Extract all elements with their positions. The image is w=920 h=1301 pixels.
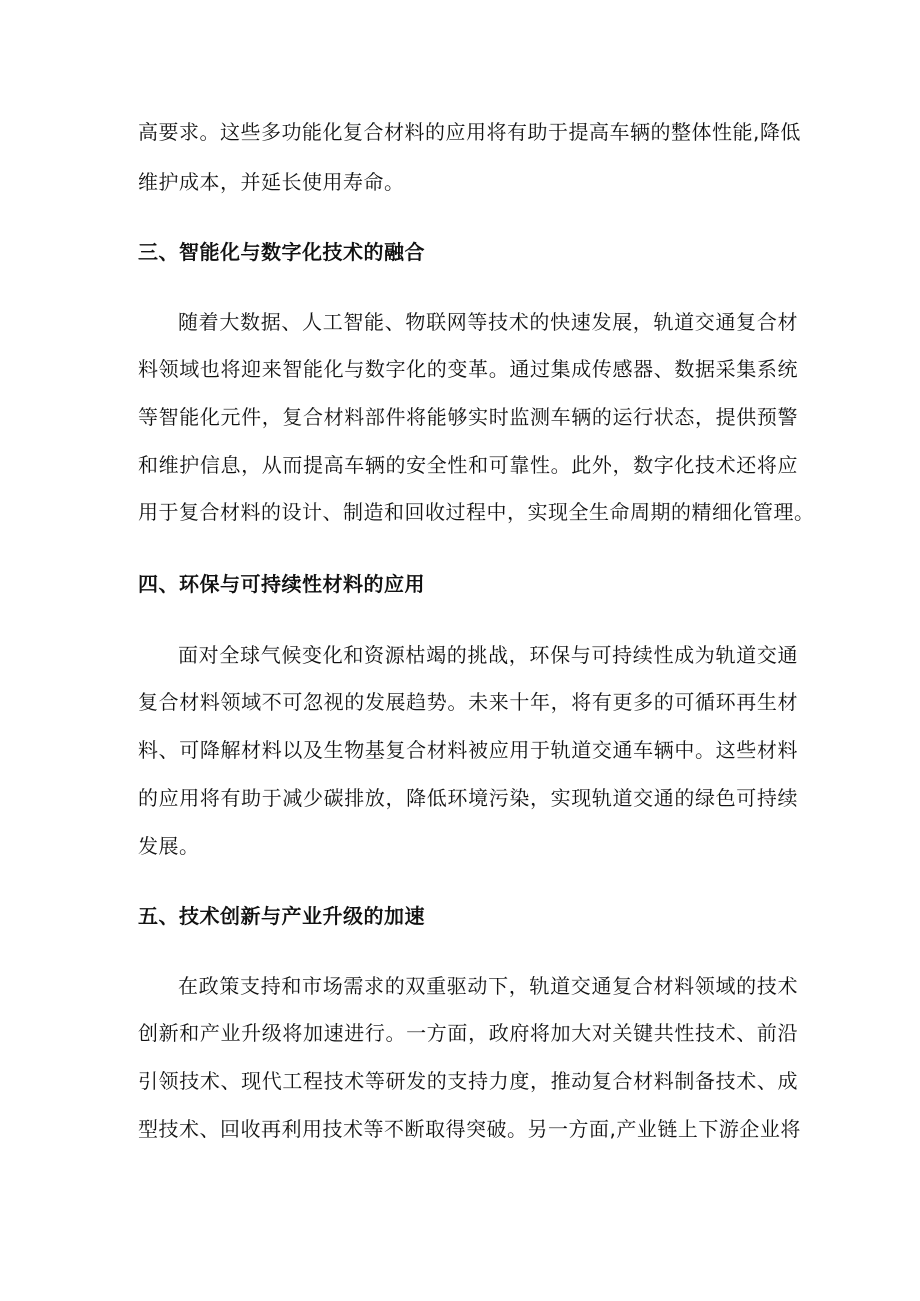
paragraph-line: 随着大数据、人工智能、物联网等技术的快速发展，轨道交通复合材 [178, 310, 798, 334]
paragraph-line: 型技术、回收再利用技术等不断取得突破。另一方面,产业链上下游企业将 [138, 1117, 801, 1141]
paragraph-line: 在政策支持和市场需求的双重驱动下，轨道交通复合材料领域的技术 [178, 974, 798, 998]
paragraph-line: 料、可降解材料以及生物基复合材料被应用于轨道交通车辆中。这些材料 [138, 738, 798, 762]
paragraph-line: 高要求。这些多功能化复合材料的应用将有助于提高车辆的整体性能,降低 [138, 120, 801, 144]
paragraph-line: 料领域也将迎来智能化与数字化的变革。通过集成传感器、数据采集系统 [138, 357, 798, 381]
paragraph-line: 发展。 [138, 834, 200, 858]
paragraph-line: 用于复合材料的设计、制造和回收过程中，实现全生命周期的精细化管理。 [138, 500, 815, 524]
paragraph-line: 引领技术、现代工程技术等研发的支持力度，推动复合材料制备技术、成 [138, 1069, 798, 1093]
section-heading: 三、智能化与数字化技术的融合 [138, 240, 425, 264]
paragraph-line: 的应用将有助于减少碳排放，降低环境污染，实现轨道交通的绿色可持续 [138, 786, 798, 810]
section-heading: 五、技术创新与产业升级的加速 [138, 904, 425, 928]
paragraph-line: 复合材料领域不可忽视的发展趋势。未来十年，将有更多的可循环再生材 [138, 690, 798, 714]
paragraph-line: 面对全球气候变化和资源枯竭的挑战，环保与可持续性成为轨道交通 [178, 643, 798, 667]
paragraph-line: 等智能化元件，复合材料部件将能够实时监测车辆的运行状态，提供预警 [138, 405, 798, 429]
paragraph-line: 创新和产业升级将加速进行。一方面，政府将加大对关键共性技术、前沿 [138, 1021, 798, 1045]
paragraph-line: 和维护信息，从而提高车辆的安全性和可靠性。此外，数字化技术还将应 [138, 453, 798, 477]
paragraph-line: 维护成本，并延长使用寿命。 [138, 170, 405, 194]
section-heading: 四、环保与可持续性材料的应用 [138, 572, 425, 596]
